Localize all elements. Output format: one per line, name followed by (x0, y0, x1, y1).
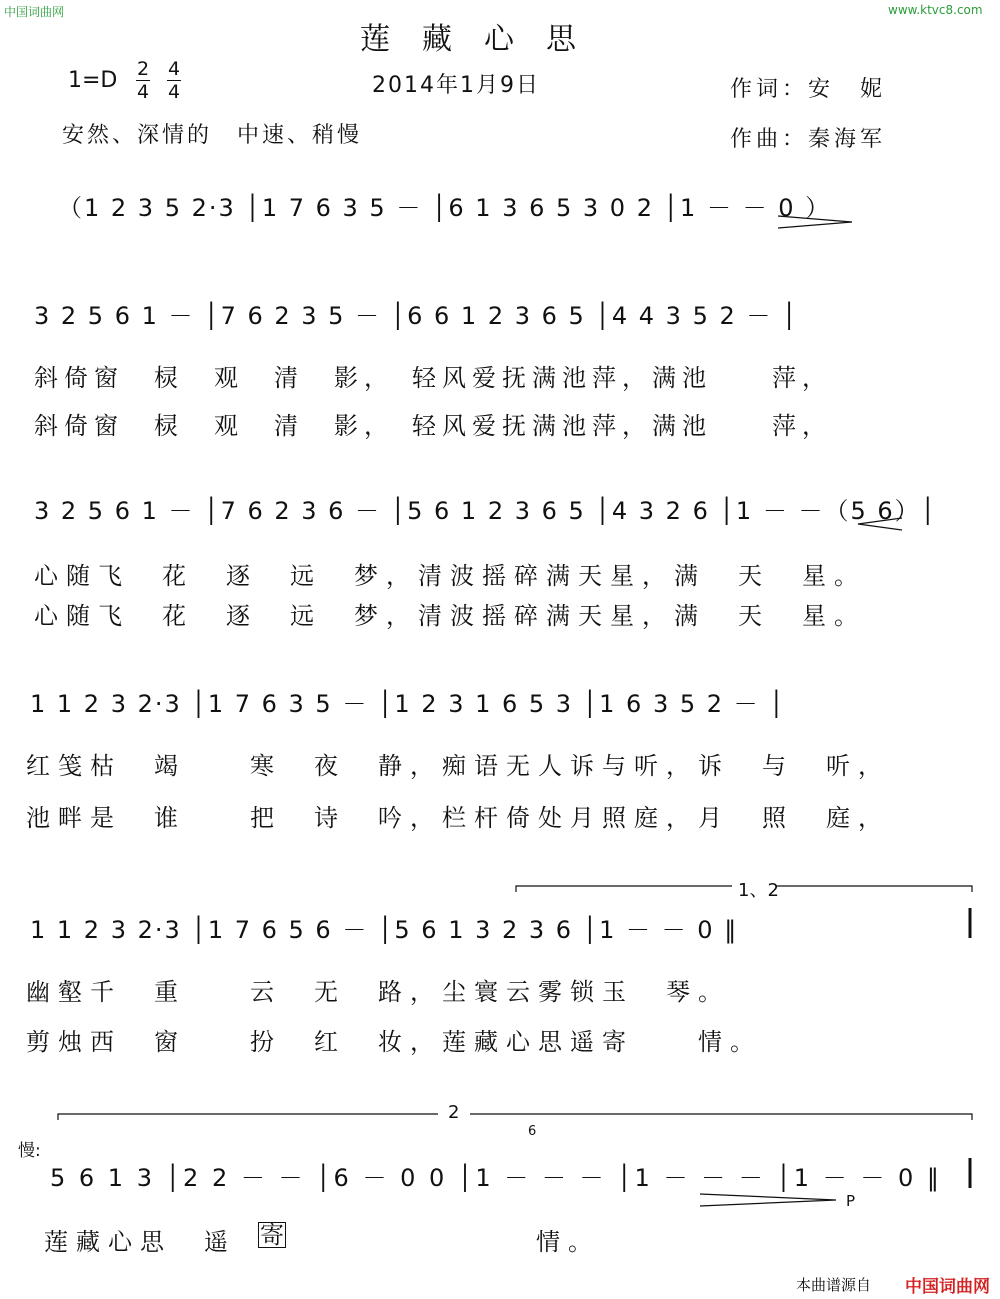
volta-label-2: 2 (448, 1102, 460, 1123)
lyric-line: 剪烛西 窗 扮 红 妆，莲藏心思遥寄 情。 (26, 1028, 762, 1056)
tempo-marking: 安然、深情的 中速、稍慢 (62, 123, 363, 148)
lyric-line: 池畔是 谁 把 诗 吟，栏杆倚处月照庭，月 照 庭， (26, 804, 890, 832)
time-numerator: 2 (136, 58, 150, 80)
title-char: 心 (484, 22, 514, 57)
title-char: 藏 (422, 22, 452, 57)
watermark-right: www.ktvc8.com (888, 3, 983, 17)
notation-row-5: 5 6 1 3 │2 2 － － │6 － 0 0 │1 － － － │1 － － － │1 － － 0 ‖ (50, 1164, 942, 1192)
lyric-line: 莲藏心思 遥 (44, 1228, 236, 1256)
notation-row-3: 1 1 2 3 2·3 │1 7 6 3 5 － │1 2 3 1 6 5 3 │1 6 3 5 2 － │ (30, 690, 786, 718)
grace-note: 6 (528, 1124, 537, 1139)
footer-site[interactable]: 中国词曲网 (905, 1277, 990, 1297)
time-denominator: 4 (136, 81, 150, 103)
key-signature: 1=D (68, 68, 118, 93)
composer: 作曲：秦海军 (730, 127, 887, 152)
lyric-line: 斜倚窗 棂 观 清 影， 轻风爱抚满池萍，满池 萍， (34, 364, 832, 392)
slow-marking: 慢: (18, 1141, 41, 1161)
lyricist: 作词：安 妮 (730, 77, 887, 102)
volta-label-1-2: 1、2 (738, 880, 779, 901)
time-numerator: 4 (167, 58, 181, 80)
watermark-left: 中国词曲网 (4, 5, 65, 19)
lyric-line: 斜倚窗 棂 观 清 影， 轻风爱抚满池萍，满池 萍， (34, 412, 832, 440)
lyric-line: 红笺枯 竭 寒 夜 静，痴语无人诉与听，诉 与 听， (26, 752, 890, 780)
notation-row-intro: （1 2 3 5 2·3 │1 7 6 3 5 － │6 1 3 6 5 3 0 2 │1 － － 0 ） (58, 194, 832, 222)
lyric-line: 心随飞 花 逐 远 梦，清波摇碎满天星，满 天 星。 (34, 562, 866, 590)
title-char: 莲 (360, 22, 390, 57)
lyric-line: 幽壑千 重 云 无 路，尘寰云雾锁玉 琴。 (26, 978, 730, 1006)
notation-row-1: 3 2 5 6 1 － │7 6 2 3 5 － │6 6 1 2 3 6 5 │4 4 3 5 2 － │ (34, 302, 799, 330)
date: 2014年1月9日 (372, 73, 540, 98)
notation-row-2: 3 2 5 6 1 － │7 6 2 3 6 － │5 6 1 2 3 6 5 │4 3 2 6 │1 － －（5 6）│ (34, 497, 938, 525)
title-char: 思 (546, 22, 576, 57)
notation-row-4: 1 1 2 3 2·3 │1 7 6 5 6 － │5 6 1 3 2 3 6 │1 － － 0 ‖ (30, 916, 739, 944)
lyric-line: 心随飞 花 逐 远 梦，清波摇碎满天星，满 天 星。 (34, 602, 866, 630)
lyric-line: 情。 (536, 1228, 600, 1256)
time-denominator: 4 (167, 81, 181, 103)
dynamic-piano: P (846, 1192, 856, 1210)
boxed-lyric-char: 寄 (260, 1221, 284, 1249)
footer-source: 本曲谱源自 (796, 1276, 872, 1294)
